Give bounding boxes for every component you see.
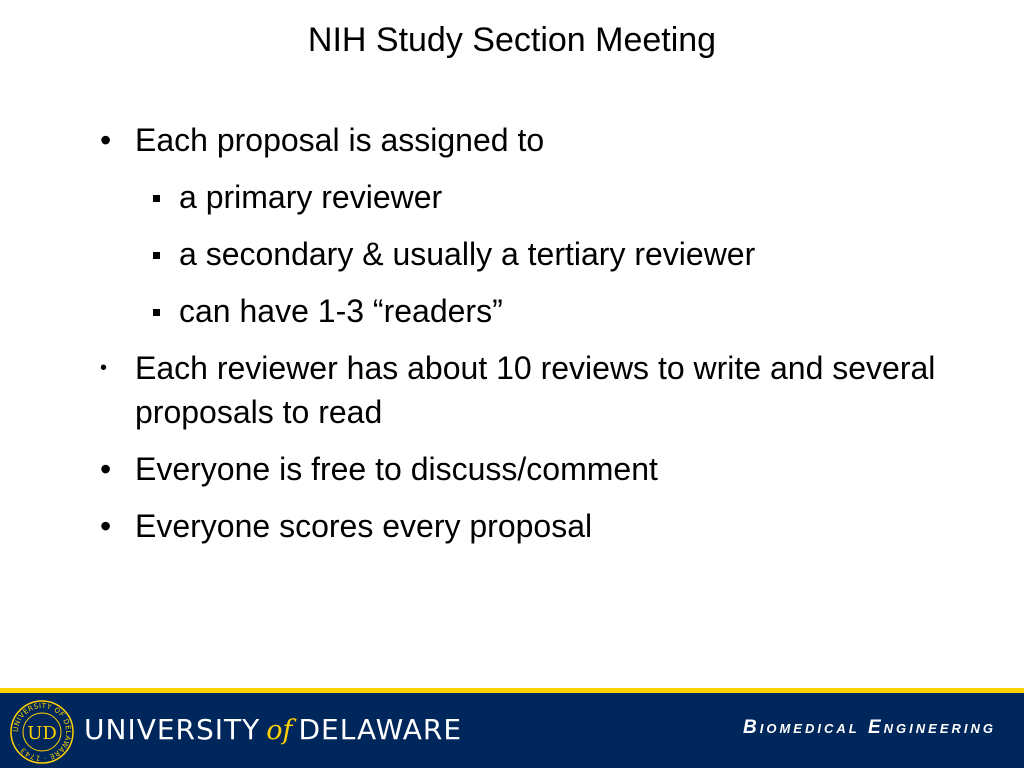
bullet-item [96,447,1006,491]
seal-ring-text: UNIVERSITY OF DELAWARE · 1743 · [11,701,73,763]
bullet-dot-icon: • [100,508,112,544]
bullet-dot-icon: • [100,357,108,379]
bullet-text: Each proposal is assigned to [135,122,545,158]
square-bullet-icon [153,195,160,202]
bullet-list [96,118,1006,561]
bullet-text: Each reviewer has about 10 reviews to write and several proposals to read [135,350,936,430]
sub-bullet-item [96,175,1006,219]
sub-bullet-text: a secondary & usually a tertiary reviewer [179,236,756,272]
bullet-dot-icon: • [100,451,112,487]
bullet-item [96,118,1006,162]
sub-bullet-item [96,289,1006,333]
slide-title: NIH Study Section Meeting [307,21,717,59]
footer-bar [0,688,1024,768]
sub-bullet-text: a primary reviewer [179,179,443,215]
bullet-text: Everyone is free to discuss/comment [135,451,658,487]
sub-bullet-item [96,232,1006,276]
wordmark-delaware: DELAWARE [298,713,463,746]
bullet-dot-icon: • [100,122,112,158]
square-bullet-icon [153,309,160,316]
wordmark-university: UNIVERSITY [84,713,261,746]
wordmark-of: of [266,715,293,746]
seal-monogram: UD [27,723,57,744]
square-bullet-icon [153,252,160,259]
university-wordmark [84,712,462,749]
bullet-text: Everyone scores every proposal [135,508,593,544]
sub-bullet-text: can have 1-3 “readers” [179,293,503,329]
bullet-item [96,346,1006,434]
university-seal-icon [9,699,75,765]
bullet-item [96,504,1006,548]
department-name: Biomedical Engineering [743,717,996,738]
